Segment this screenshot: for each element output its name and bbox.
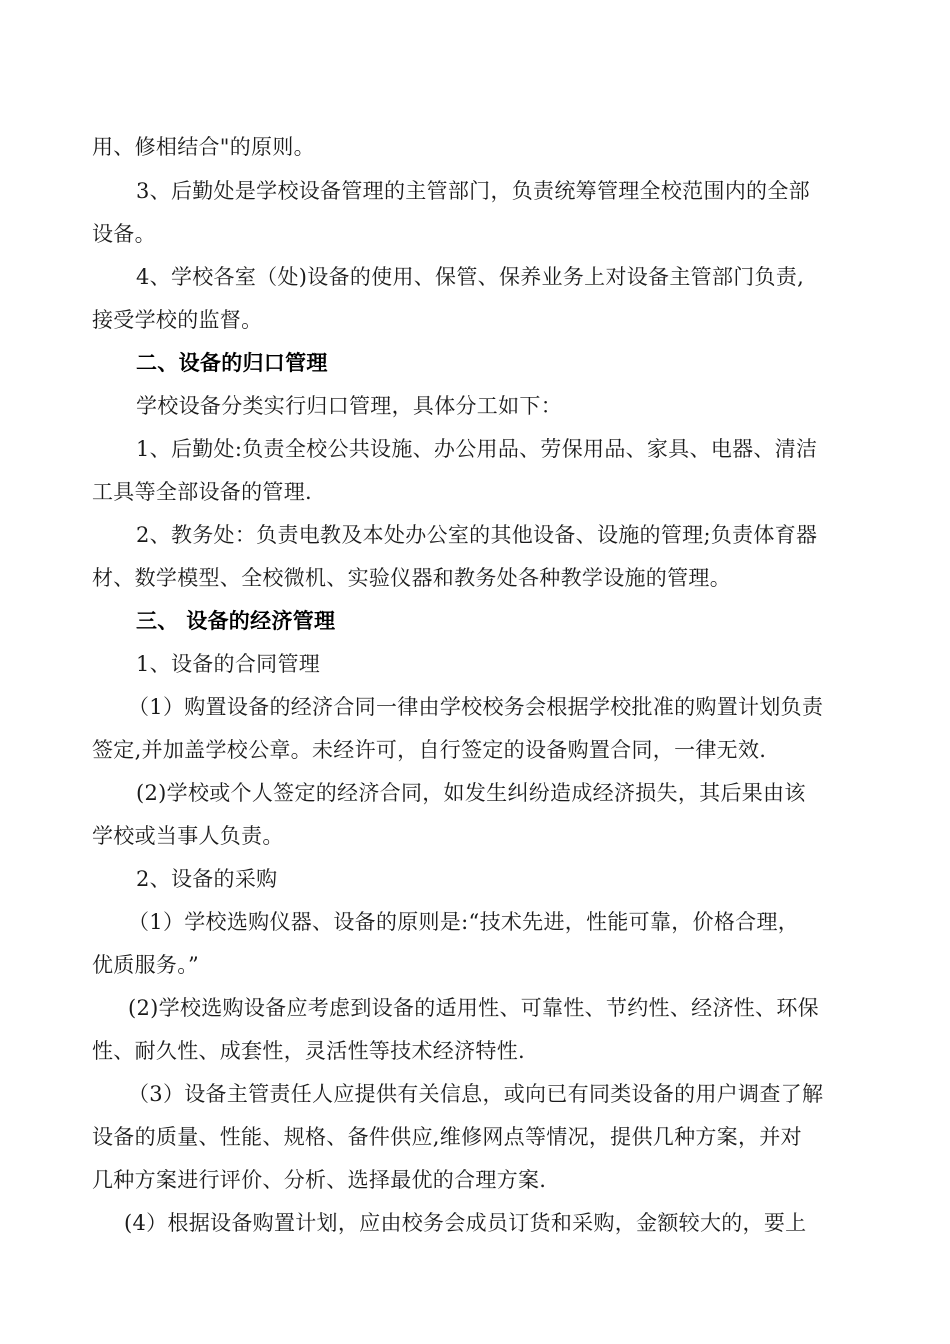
paragraph-line: （3）设备主管责任人应提供有关信息，或向已有同类设备的用户调查了解 xyxy=(128,1082,824,1106)
paragraph-line: 1、后勤处:负责全校公共设施、办公用品、劳保用品、家具、电器、清洁 xyxy=(136,437,818,461)
paragraph-line: 学校或当事人负责。 xyxy=(92,824,284,848)
paragraph-line: （1）购置设备的经济合同一律由学校校务会根据学校批准的购置计划负责 xyxy=(128,695,824,719)
paragraph-line: 优质服务。” xyxy=(92,953,200,977)
paragraph-line: 签定,并加盖学校公章。未经许可，自行签定的设备购置合同，一律无效. xyxy=(92,738,767,762)
section-heading: 三、 设备的经济管理 xyxy=(136,608,336,633)
paragraph-line: 用、修相结合"的原则。 xyxy=(92,135,315,159)
paragraph-line: 工具等全部设备的管理. xyxy=(92,480,312,504)
paragraph-line: (4）根据设备购置计划，应由校务会成员订货和采购，金额较大的，要上 xyxy=(124,1211,807,1235)
paragraph-line: （1）学校选购仪器、设备的原则是:“技术先进，性能可靠，价格合理， xyxy=(128,910,800,934)
paragraph-line: 学校设备分类实行归口管理，具体分工如下： xyxy=(136,394,562,418)
subsection-heading: 1、设备的合同管理 xyxy=(136,652,321,676)
paragraph-line: 材、数学模型、全校微机、实验仪器和教务处各种教学设施的管理。 xyxy=(92,566,731,590)
paragraph-line: 接受学校的监督。 xyxy=(92,308,263,332)
paragraph-line: 设备。 xyxy=(92,222,156,246)
paragraph-line: 性、耐久性、成套性，灵活性等技术经济特性. xyxy=(92,1039,525,1063)
paragraph-line: 2、教务处：负责电教及本处办公室的其他设备、设施的管理;负责体育器 xyxy=(136,523,818,547)
paragraph-line: 设备的质量、性能、规格、备件供应,维修网点等情况，提供几种方案，并对 xyxy=(92,1125,802,1149)
paragraph-line: 4、学校各室（处)设备的使用、保管、保养业务上对设备主管部门负责, xyxy=(136,265,805,289)
paragraph-line: (2)学校选购设备应考虑到设备的适用性、可靠性、节约性、经济性、环保 xyxy=(128,996,819,1020)
paragraph-line: 3、后勤处是学校设备管理的主管部门，负责统筹管理全校范围内的全部 xyxy=(136,179,810,203)
section-heading: 二、设备的归口管理 xyxy=(136,350,328,375)
paragraph-line: 几种方案进行评价、分析、选择最优的合理方案. xyxy=(92,1168,547,1192)
subsection-heading: 2、设备的采购 xyxy=(136,867,278,891)
paragraph-line: (2)学校或个人签定的经济合同，如发生纠纷造成经济损失，其后果由该 xyxy=(136,781,806,805)
